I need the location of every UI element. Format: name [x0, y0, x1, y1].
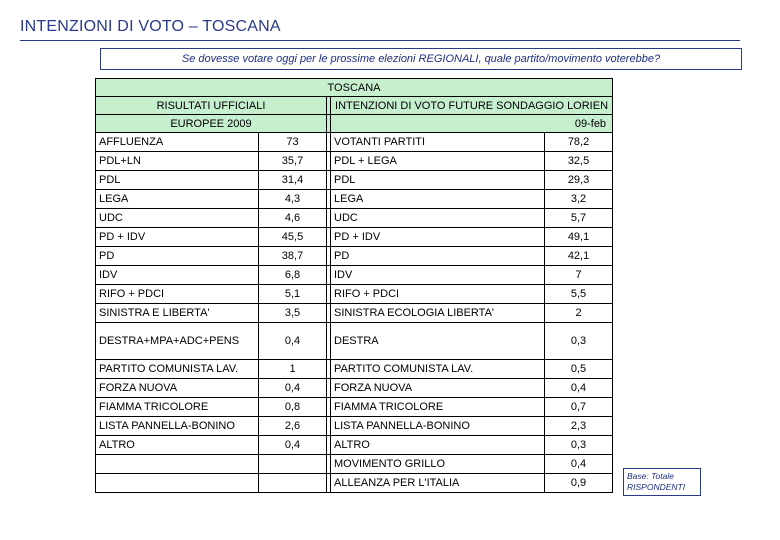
poll-party-label: LISTA PANNELLA-BONINO	[331, 417, 545, 436]
poll-party-label: VOTANTI PARTITI	[331, 133, 545, 152]
official-party-value	[259, 474, 327, 493]
poll-party-value: 78,2	[545, 133, 613, 152]
official-party-value: 35,7	[259, 152, 327, 171]
table-row	[96, 323, 613, 360]
base-note-line2: RISPONDENTI	[627, 482, 686, 492]
official-party-label: SINISTRA E LIBERTA'	[96, 304, 259, 323]
official-party-label	[96, 455, 259, 474]
table-row	[96, 398, 613, 417]
poll-party-label: IDV	[331, 266, 545, 285]
poll-party-label: PARTITO COMUNISTA LAV.	[331, 360, 545, 379]
official-party-value	[259, 455, 327, 474]
poll-party-label: SINISTRA ECOLOGIA LIBERTA'	[331, 304, 545, 323]
poll-party-value: 5,5	[545, 285, 613, 304]
official-party-label: FIAMMA TRICOLORE	[96, 398, 259, 417]
table-row	[96, 228, 613, 247]
table-row	[96, 360, 613, 379]
table-row	[96, 209, 613, 228]
official-party-value: 4,3	[259, 190, 327, 209]
poll-party-value: 7	[545, 266, 613, 285]
poll-party-label: FIAMMA TRICOLORE	[331, 398, 545, 417]
official-party-label: IDV	[96, 266, 259, 285]
official-party-value: 0,8	[259, 398, 327, 417]
official-party-value: 73	[259, 133, 327, 152]
poll-party-value: 29,3	[545, 171, 613, 190]
poll-party-value: 2,3	[545, 417, 613, 436]
official-party-value: 2,6	[259, 417, 327, 436]
official-party-label: LISTA PANNELLA-BONINO	[96, 417, 259, 436]
results-table	[95, 78, 613, 493]
official-party-value: 1	[259, 360, 327, 379]
official-party-value: 5,1	[259, 285, 327, 304]
poll-party-label: RIFO + PDCI	[331, 285, 545, 304]
poll-party-label: MOVIMENTO GRILLO	[331, 455, 545, 474]
poll-party-value: 32,5	[545, 152, 613, 171]
poll-header: INTENZIONI DI VOTO FUTURE SONDAGGIO LORIEN	[331, 97, 613, 115]
official-party-label: FORZA NUOVA	[96, 379, 259, 398]
table-row	[96, 247, 613, 266]
official-party-label: UDC	[96, 209, 259, 228]
official-party-label	[96, 474, 259, 493]
poll-party-value: 2	[545, 304, 613, 323]
poll-party-value: 0,3	[545, 323, 613, 360]
table-row	[96, 474, 613, 493]
poll-party-label: PD	[331, 247, 545, 266]
official-party-value: 31,4	[259, 171, 327, 190]
page-title: INTENZIONI DI VOTO – TOSCANA	[20, 18, 281, 35]
table-row	[96, 304, 613, 323]
official-party-label: PDL	[96, 171, 259, 190]
official-party-value: 4,6	[259, 209, 327, 228]
official-party-label: ALTRO	[96, 436, 259, 455]
official-party-label: PD	[96, 247, 259, 266]
table-row	[96, 436, 613, 455]
official-party-value: 45,5	[259, 228, 327, 247]
section-header-row	[96, 97, 613, 115]
base-note-line1: Base: Totale	[627, 471, 674, 481]
official-party-value: 3,5	[259, 304, 327, 323]
official-party-label: RIFO + PDCI	[96, 285, 259, 304]
poll-party-value: 0,3	[545, 436, 613, 455]
region-header-row	[96, 79, 613, 97]
poll-party-label: PDL	[331, 171, 545, 190]
poll-party-label: FORZA NUOVA	[331, 379, 545, 398]
poll-party-value: 0,9	[545, 474, 613, 493]
poll-party-label: PD + IDV	[331, 228, 545, 247]
table-row	[96, 190, 613, 209]
poll-party-value: 0,7	[545, 398, 613, 417]
poll-party-label: DESTRA	[331, 323, 545, 360]
table-row	[96, 152, 613, 171]
poll-party-value: 3,2	[545, 190, 613, 209]
poll-party-value: 5,7	[545, 209, 613, 228]
official-party-label: DESTRA+MPA+ADC+PENS	[96, 323, 259, 360]
base-note	[623, 468, 701, 496]
table-row	[96, 133, 613, 152]
poll-party-label: ALLEANZA PER L'ITALIA	[331, 474, 545, 493]
poll-party-value: 0,4	[545, 379, 613, 398]
official-party-value: 0,4	[259, 436, 327, 455]
table-row	[96, 266, 613, 285]
official-party-label: AFFLUENZA	[96, 133, 259, 152]
poll-party-label: LEGA	[331, 190, 545, 209]
poll-date: 09-feb	[331, 115, 613, 133]
table-row	[96, 455, 613, 474]
official-party-label: LEGA	[96, 190, 259, 209]
official-results-header: RISULTATI UFFICIALI	[96, 97, 327, 115]
poll-party-label: UDC	[331, 209, 545, 228]
subheader-row	[96, 115, 613, 133]
official-party-value: 6,8	[259, 266, 327, 285]
official-party-value: 38,7	[259, 247, 327, 266]
poll-party-value: 0,4	[545, 455, 613, 474]
official-party-label: PDL+LN	[96, 152, 259, 171]
official-party-label: PD + IDV	[96, 228, 259, 247]
poll-party-value: 42,1	[545, 247, 613, 266]
table-row	[96, 417, 613, 436]
official-party-value: 0,4	[259, 379, 327, 398]
table-row	[96, 379, 613, 398]
region-header: TOSCANA	[96, 79, 613, 97]
poll-party-label: PDL + LEGA	[331, 152, 545, 171]
poll-party-label: ALTRO	[331, 436, 545, 455]
poll-party-value: 0,5	[545, 360, 613, 379]
survey-question: Se dovesse votare oggi per le prossime elezioni REGIONALI, quale partito/movimento voterebbe?	[100, 48, 742, 70]
table-row	[96, 171, 613, 190]
official-party-value: 0,4	[259, 323, 327, 360]
title-divider	[20, 40, 740, 41]
poll-party-value: 49,1	[545, 228, 613, 247]
table-row	[96, 285, 613, 304]
election-name: EUROPEE 2009	[96, 115, 327, 133]
official-party-label: PARTITO COMUNISTA LAV.	[96, 360, 259, 379]
